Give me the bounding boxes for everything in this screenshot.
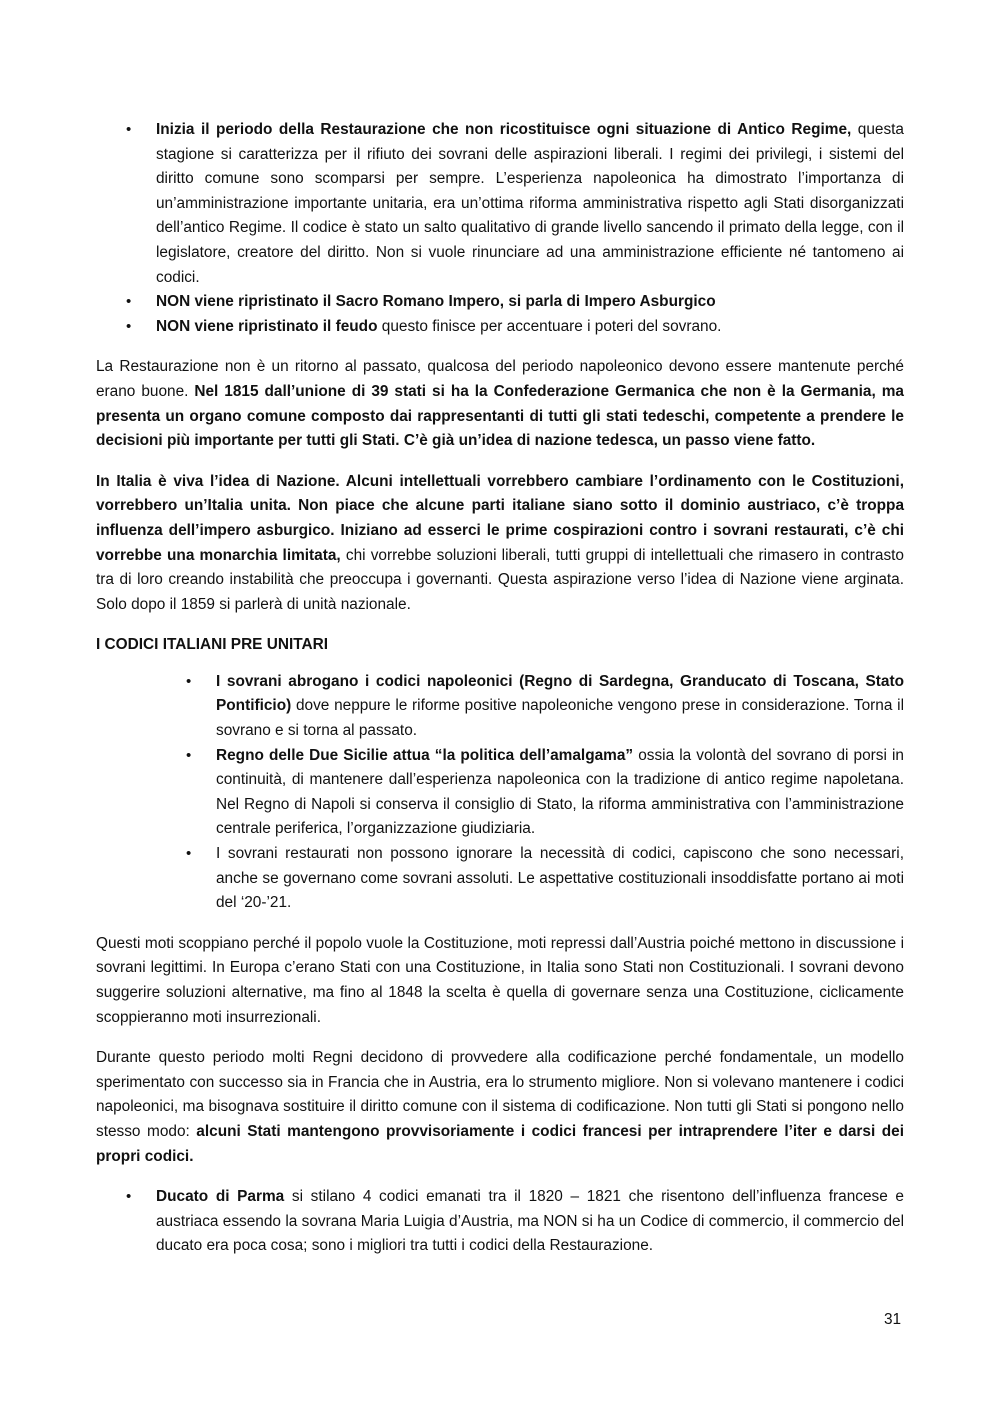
body-text: ossia la volontà del sovrano di porsi in continuità, di mantenere dall’esperienza napoleonica con la tradizione di antico regime napoletana. Nel Regno di Napoli si conserva il consiglio di Stato, la riforma amministrativa con l’amministrazione centrale periferica, l’organizzazione giudiziaria.	[216, 746, 904, 838]
list-item	[156, 118, 904, 290]
page-number: 31	[884, 1311, 902, 1328]
list-item	[156, 315, 904, 340]
body-text: si stilano 4 codici emanati tra il 1820 – 1821 che risentono dell’influenza francese e austriaca essendo la sovrana Maria Luigia d’Austria, ma NON si ha un Codice di commercio, il commercio del ducato era poca cosa; sono i migliori tra tutti i codici della Restaurazione.	[156, 1188, 904, 1255]
bold-text: NON viene ripristinato il Sacro Romano Impero, si parla di Impero Asburgico	[156, 293, 716, 311]
list-item	[156, 1185, 904, 1259]
section-heading: I CODICI ITALIANI PRE UNITARI	[96, 636, 328, 654]
body-text: questa stagione si caratterizza per il rifiuto dei sovrani delle aspirazioni liberali. I regimi dei privilegi, i sistemi del diritto comune sono scomparsi per sempre. L’esperienza napoleonica ha dimostrato l’importanza di un’amministrazione importante unitaria, era un’ottima riforma amministrativa rispetto agli Stati disorganizzati dell’antico Regime. Il codice è stato un salto qualitativo di grande livello sancendo il primato della legge, con il legislatore, creatore del diritto. Non si vuole rinunciare ad una amministrazione efficiente né tantomeno ai codici.	[156, 121, 904, 286]
paragraph-moti: Questi moti scoppiano perché il popolo vuole la Costituzione, moti repressi dall’Austria poiché mettono in discussione i sovrani legittimi. In Europa c’erano Stati con una Costituzione, in Italia sono Stati non Costituzionali. I sovrani devono suggerire soluzioni alternative, ma fino al 1848 la scelta è quella di governare senza una Costituzione, ciclicamente scoppieranno moti insurrezionali.	[96, 934, 904, 1026]
list-item	[156, 290, 904, 315]
body-text: chi vorrebbe soluzioni liberali, tutti gruppi di intellettuali che rimasero in contrasto tra di loro creando instabilità che preoccupa i governanti. Questa aspirazione verso l’idea di Nazione viene arginata. Solo dopo il 1859 si parlerà di unità nazionale.	[96, 546, 904, 613]
paragraph-italia	[96, 470, 904, 618]
bold-text: alcuni Stati mantengono provvisoriamente i codici francesi per intraprendere l’iter e darsi dei propri codici.	[96, 1122, 904, 1165]
ducati-bullet-list	[96, 1185, 904, 1259]
paragraph-restaurazione	[96, 355, 904, 453]
intro-bullet-list	[96, 118, 904, 339]
codici-bullet-list	[96, 670, 904, 916]
bold-text: NON viene ripristinato il feudo	[156, 317, 378, 335]
bold-text: Regno delle Due Sicilie attua “la politica dell’amalgama”	[216, 746, 634, 764]
paragraph-codificazione	[96, 1046, 904, 1169]
bold-text: In Italia è viva l’idea di Nazione. Alcuni intellettuali vorrebbero cambiare l’ordinamento con le Costituzioni, vorrebbero un’Italia unita. Non piace che alcune parti italiane siano sotto il dominio austriaco, c’è troppa influenza dell’impero asburgico. Iniziano ad esserci le prime cospirazioni contro i sovrani restaurati, c’è chi vorrebbe una monarchia limitata,	[96, 472, 904, 564]
body-text: dove neppure le riforme positive napoleoniche vengono prese in considerazione. Torna il sovrano e si torna al passato.	[216, 697, 904, 740]
document-body	[96, 118, 904, 1259]
bold-text: I sovrani abrogano i codici napoleonici (Regno di Sardegna, Granducato di Toscana, Stato Pontificio)	[216, 672, 904, 715]
body-text: I sovrani restaurati non possono ignorare la necessità di codici, capiscono che sono necessari, anche se governano come sovrani assoluti. Le aspettative costituzionali insoddisfatte portano ai moti del ‘20-’21.	[216, 845, 904, 912]
body-text: questo finisce per accentuare i poteri del sovrano.	[377, 317, 722, 335]
list-item	[216, 744, 904, 842]
bold-text: Ducato di Parma	[156, 1188, 285, 1206]
bold-text: Nel 1815 dall’unione di 39 stati si ha la Confederazione Germanica che non è la Germania, ma presenta un organo comune composto dai rappresentanti di tutti gli stati tedeschi, competente a prendere le decisioni più importante per tutti gli Stati. C’è già un’idea di nazione tedesca, un passo viene fatto.	[96, 382, 904, 450]
body-text: La Restaurazione non è un ritorno al passato, qualcosa del periodo napoleonico devono essere mantenute perché erano buone.	[96, 358, 904, 400]
list-item	[216, 670, 904, 744]
bold-text: Inizia il periodo della Restaurazione che non ricostituisce ogni situazione di Antico Regime,	[156, 121, 852, 138]
body-text: Durante questo periodo molti Regni decidono di provvedere alla codificazione perché fondamentale, un modello sperimentato con successo sia in Francia che in Austria, era lo strumento migliore. Non si volevano mantenere i codici napoleonici, ma bisognava sostituire il diritto comune con il sistema di codificazione. Non tutti gli Stati si pongono nello stesso modo:	[96, 1049, 904, 1140]
list-item	[216, 842, 904, 916]
